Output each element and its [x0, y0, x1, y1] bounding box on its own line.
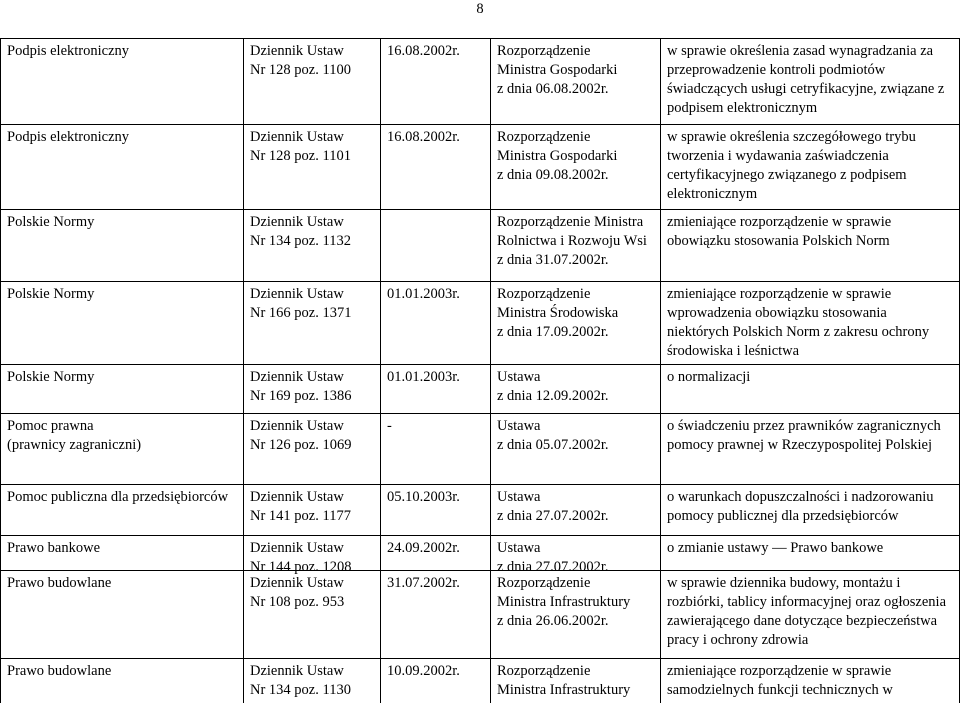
subject-cell — [7, 42, 239, 61]
description-cell-line: pomocy publicznej dla przedsiębiorców — [667, 508, 899, 524]
act-cell — [497, 128, 655, 185]
description-cell-line: o świadczeniu przez prawników zagranicznych — [667, 418, 941, 434]
row-divider — [0, 209, 960, 210]
row-divider — [0, 124, 960, 125]
date-cell — [387, 42, 487, 61]
description-cell — [667, 42, 955, 118]
description-cell — [667, 368, 955, 387]
date-cell-line: 16.08.2002r. — [387, 129, 460, 145]
description-cell-line: rozbiórki, tablicy informacyjnej oraz ogłoszenia — [667, 594, 947, 610]
subject-cell-line: Prawo budowlane — [7, 575, 112, 591]
act-cell-line: z dnia 31.07.2002r. — [497, 252, 609, 268]
journal-cell-line: Dziennik Ustaw — [250, 369, 344, 385]
act-cell-line: z dnia 06.08.2002r. — [497, 81, 609, 97]
act-cell-line: Ustawa — [497, 489, 541, 505]
act-cell-line: z dnia 27.07.2002r. — [497, 508, 609, 524]
journal-cell-line: Dziennik Ustaw — [250, 214, 344, 230]
description-cell-line: zmieniające rozporządzenie w sprawie — [667, 663, 892, 679]
description-cell — [667, 539, 955, 558]
row-divider — [0, 413, 960, 414]
journal-cell-line: Nr 166 poz. 1371 — [250, 305, 352, 321]
page-number: 8 — [476, 1, 484, 17]
journal-cell-line: Nr 134 poz. 1130 — [250, 682, 351, 698]
date-cell — [387, 417, 487, 436]
journal-cell-line: Nr 128 poz. 1101 — [250, 148, 351, 164]
subject-cell-line: Polskie Normy — [7, 214, 95, 230]
journal-cell-line: Nr 134 poz. 1132 — [250, 233, 351, 249]
description-cell — [667, 417, 955, 455]
date-cell-line: 05.10.2003r. — [387, 489, 460, 505]
description-cell — [667, 128, 955, 204]
description-cell-line: samodzielnych funkcji technicznych w — [667, 682, 893, 698]
journal-cell-line: Dziennik Ustaw — [250, 43, 344, 59]
date-cell — [387, 285, 487, 304]
act-cell-line: Rozporządzenie — [497, 663, 591, 679]
date-cell-line: 10.09.2002r. — [387, 663, 460, 679]
description-cell — [667, 213, 955, 251]
subject-cell — [7, 539, 239, 558]
date-cell-line: 01.01.2003r. — [387, 286, 460, 302]
journal-cell-line: Nr 141 poz. 1177 — [250, 508, 351, 524]
journal-cell — [250, 128, 375, 166]
journal-cell — [250, 417, 375, 455]
description-cell-line: o warunkach dopuszczalności i nadzorowaniu — [667, 489, 934, 505]
description-cell-line: w sprawie określenia zasad wynagradzania za — [667, 43, 934, 59]
description-cell-line: elektronicznym — [667, 186, 758, 202]
act-cell-line: Rozporządzenie — [497, 43, 591, 59]
act-cell — [497, 368, 655, 406]
act-cell-line: Ustawa — [497, 369, 541, 385]
act-cell-line: Ministra Gospodarki — [497, 62, 618, 78]
description-cell-line: obowiązku stosowania Polskich Norm — [667, 233, 890, 249]
description-cell-line: w sprawie określenia szczegółowego trybu — [667, 129, 916, 145]
subject-cell-line: Pomoc prawna — [7, 418, 94, 434]
act-cell — [497, 662, 655, 700]
journal-cell-line: Dziennik Ustaw — [250, 129, 344, 145]
act-cell-line: z dnia 12.09.2002r. — [497, 388, 609, 404]
subject-cell — [7, 368, 239, 387]
description-cell-line: podpisem elektronicznym — [667, 100, 818, 116]
description-cell-line: certyfikacyjnego związanego z podpisem — [667, 167, 907, 183]
subject-cell-line: Prawo bankowe — [7, 540, 101, 556]
act-cell-line: z dnia 17.09.2002r. — [497, 324, 609, 340]
journal-cell-line: Dziennik Ustaw — [250, 540, 344, 556]
act-cell-line: Ustawa — [497, 418, 541, 434]
act-cell-line: z dnia 26.06.2002r. — [497, 613, 609, 629]
act-cell — [497, 285, 655, 342]
description-cell-line: środowiska i leśnictwa — [667, 343, 800, 359]
act-cell — [497, 488, 655, 526]
journal-cell-line: Nr 144 poz. 1208 — [250, 559, 352, 575]
act-cell-line: Rolnictwa i Rozwoju Wsi — [497, 233, 647, 249]
journal-cell — [250, 662, 375, 700]
description-cell-line: świadczących usługi cetryfikacyjne, związane z — [667, 81, 945, 97]
journal-cell-line: Nr 128 poz. 1100 — [250, 62, 351, 78]
journal-cell — [250, 213, 375, 251]
table-border-left — [0, 38, 1, 703]
journal-cell-line: Dziennik Ustaw — [250, 575, 344, 591]
journal-cell-line: Dziennik Ustaw — [250, 489, 344, 505]
date-cell — [387, 662, 487, 681]
journal-cell-line: Dziennik Ustaw — [250, 286, 344, 302]
column-divider — [380, 38, 381, 703]
column-divider — [243, 38, 244, 703]
column-divider — [490, 38, 491, 703]
description-cell-line: pomocy prawnej w Rzeczypospolitej Polskiej — [667, 437, 932, 453]
journal-cell — [250, 368, 375, 406]
row-divider — [0, 535, 960, 536]
subject-cell-line: Polskie Normy — [7, 286, 95, 302]
description-cell-line: pracy i ochrony zdrowia — [667, 632, 809, 648]
description-cell-line: o normalizacji — [667, 369, 751, 385]
date-cell — [387, 574, 487, 593]
subject-cell — [7, 488, 239, 507]
act-cell-line: Ministra Gospodarki — [497, 148, 618, 164]
description-cell-line: zawierającego dane dotyczące bezpieczeństwa — [667, 613, 938, 629]
journal-cell — [250, 42, 375, 80]
act-cell-line: z dnia 05.07.2002r. — [497, 437, 609, 453]
description-cell-line: tworzenia i wydawania zaświadczenia — [667, 148, 889, 164]
journal-cell — [250, 285, 375, 323]
subject-cell — [7, 574, 239, 593]
description-cell — [667, 488, 955, 526]
subject-cell-line: Podpis elektroniczny — [7, 43, 130, 59]
date-cell — [387, 488, 487, 507]
act-cell — [497, 539, 655, 577]
description-cell — [667, 662, 955, 700]
journal-cell-line: Nr 169 poz. 1386 — [250, 388, 352, 404]
act-cell-line: z dnia 09.08.2002r. — [497, 167, 609, 183]
act-cell-line: Rozporządzenie — [497, 286, 591, 302]
description-cell-line: o zmianie ustawy — Prawo bankowe — [667, 540, 884, 556]
subject-cell — [7, 417, 239, 455]
date-cell-line: 01.01.2003r. — [387, 369, 460, 385]
act-cell — [497, 574, 655, 631]
act-cell-line: Ministra Środowiska — [497, 305, 619, 321]
date-cell-line: - — [387, 418, 392, 434]
date-cell-line: 31.07.2002r. — [387, 575, 460, 591]
act-cell-line: Ministra Infrastruktury — [497, 682, 631, 698]
journal-cell — [250, 539, 375, 577]
row-divider — [0, 570, 960, 571]
act-cell-line: Rozporządzenie Ministra — [497, 214, 644, 230]
subject-cell — [7, 662, 239, 681]
subject-cell — [7, 128, 239, 147]
row-divider — [0, 281, 960, 282]
journal-cell — [250, 488, 375, 526]
subject-cell-line: (prawnicy zagraniczni) — [7, 437, 142, 453]
date-cell — [387, 539, 487, 558]
description-cell-line: zmieniające rozporządzenie w sprawie — [667, 286, 892, 302]
journal-cell — [250, 574, 375, 612]
subject-cell — [7, 285, 239, 304]
act-cell — [497, 42, 655, 99]
act-cell-line: Rozporządzenie — [497, 575, 591, 591]
date-cell-line: 24.09.2002r. — [387, 540, 460, 556]
subject-cell-line: Prawo budowlane — [7, 663, 112, 679]
act-cell-line: Ustawa — [497, 540, 541, 556]
description-cell-line: w sprawie dziennika budowy, montażu i — [667, 575, 901, 591]
date-cell-line: 16.08.2002r. — [387, 43, 460, 59]
date-cell — [387, 368, 487, 387]
journal-cell-line: Nr 108 poz. 953 — [250, 594, 345, 610]
description-cell-line: przeprowadzenie kontroli podmiotów — [667, 62, 886, 78]
row-divider — [0, 364, 960, 365]
description-cell-line: wprowadzenia obowiązku stosowania — [667, 305, 887, 321]
act-cell-line: Ministra Infrastruktury — [497, 594, 631, 610]
subject-cell — [7, 213, 239, 232]
row-divider — [0, 484, 960, 485]
subject-cell-line: Pomoc publiczna dla przedsiębiorców — [7, 489, 229, 505]
subject-cell-line: Polskie Normy — [7, 369, 95, 385]
subject-cell-line: Podpis elektroniczny — [7, 129, 130, 145]
description-cell-line: zmieniające rozporządzenie w sprawie — [667, 214, 892, 230]
act-cell-line: z dnia 27.07.2002r. — [497, 559, 609, 575]
act-cell — [497, 213, 655, 270]
description-cell — [667, 574, 955, 650]
journal-cell-line: Nr 126 poz. 1069 — [250, 437, 352, 453]
journal-cell-line: Dziennik Ustaw — [250, 663, 344, 679]
row-divider — [0, 38, 960, 39]
description-cell-line: niektórych Polskich Norm z zakresu ochrony — [667, 324, 930, 340]
act-cell — [497, 417, 655, 455]
act-cell-line: Rozporządzenie — [497, 129, 591, 145]
description-cell — [667, 285, 955, 361]
journal-cell-line: Dziennik Ustaw — [250, 418, 344, 434]
date-cell — [387, 128, 487, 147]
row-divider — [0, 658, 960, 659]
column-divider — [660, 38, 661, 703]
